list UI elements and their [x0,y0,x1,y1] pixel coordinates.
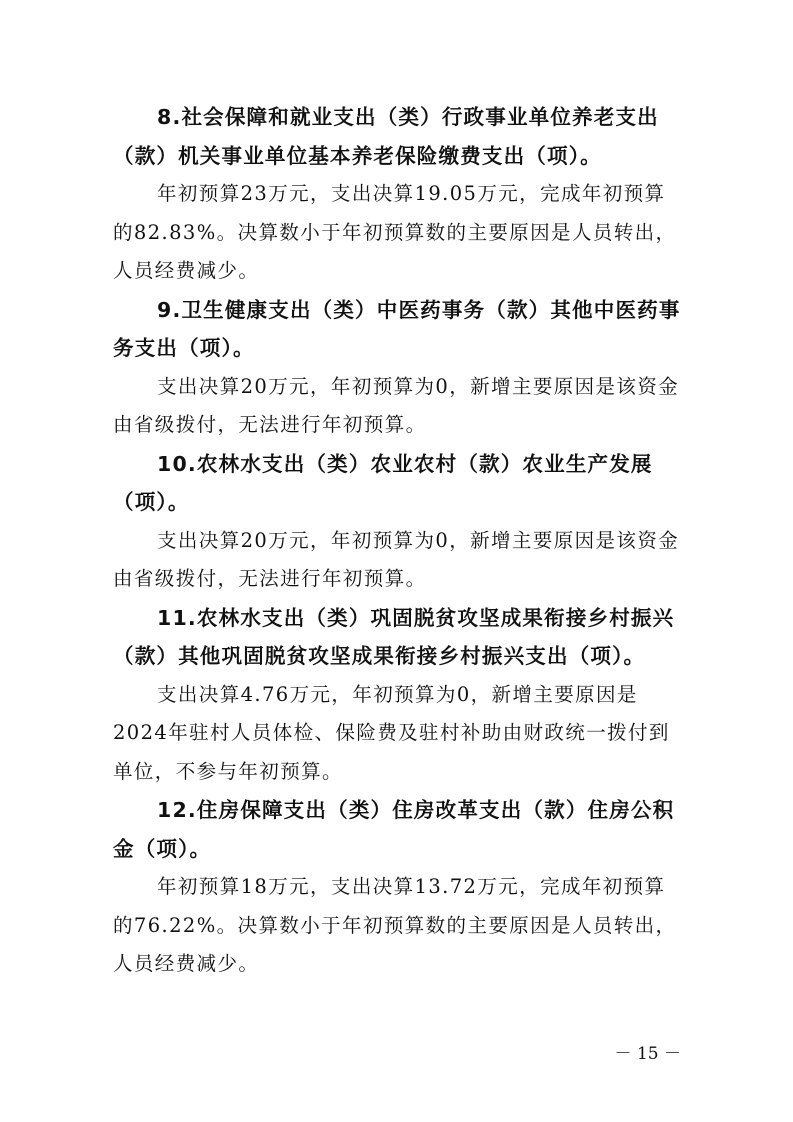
section-11-heading: 11.农林水支出（类）巩固脱贫攻坚成果衔接乡村振兴（款）其他巩固脱贫攻坚成果衔接乡村振兴支出（项）。 [113,605,675,668]
section-10-heading: 10.农林水支出（类）农业农村（款）农业生产发展（项）。 [113,451,653,514]
section-9-heading: 9.卫生健康支出（类）中医药事务（款）其他中医药事务支出（项）。 [113,297,681,360]
section-12-text: 年初预算18万元，支出决算13.72万元，完成年初预算的76.22%。决算数小于年初预算数的主要原因是人员转出，人员经费减少。 [113,875,677,975]
section-10-text: 支出决算20万元，年初预算为0，新增主要原因是该资金由省级拨付，无法进行年初预算。 [113,528,680,590]
section-8-text: 年初预算23万元，支出决算19.05万元，完成年初预算的82.83%。决算数小于年初预算数的主要原因是人员转出，人员经费减少。 [113,182,677,282]
section-12-heading: 12.住房保障支出（类）住房改革支出（款）住房公积金（项）。 [113,798,675,861]
section-8-heading: 8.社会保障和就业支出（类）行政事业单位养老支出（款）机关事业单位基本养老保险缴费支出（项）。 [113,105,659,168]
section-11-text: 支出决算4.76万元，年初预算为0，新增主要原因是2024年驻村人员体检、保险费及驻村补助由财政统一拨付到单位，不参与年初预算。 [113,682,670,783]
section-9-text: 支出决算20万元，年初预算为0，新增主要原因是该资金由省级拨付，无法进行年初预算。 [113,374,680,436]
document-body [113,98,683,984]
page-number: － 15 － [614,1044,681,1064]
